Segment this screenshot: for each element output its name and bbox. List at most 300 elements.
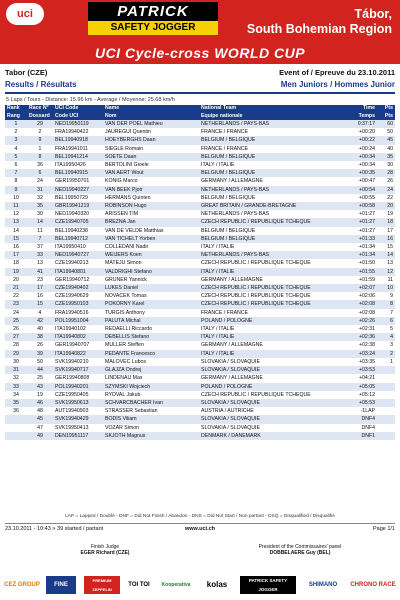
national-team-cell: SLOVAKIA / SLOVAQUIE: [199, 415, 347, 423]
uci-code-cell: NED19940727: [53, 251, 103, 259]
race-number-cell: 33: [27, 251, 53, 259]
rider-name-cell: JAUREGUI Quentin: [105, 129, 151, 136]
rider-name-cell: ROBINSON Hugo: [103, 202, 199, 210]
rider-name-cell: WEIJERS Koen: [103, 251, 199, 259]
national-team-cell: SLOVAKIA / SLOVAQUIE: [199, 366, 347, 374]
col-team: National Team: [199, 105, 347, 113]
rider-name-cell: NOVACEK Tomas: [105, 293, 147, 300]
uci-code-cell: CZE19940629: [55, 293, 89, 300]
site-link[interactable]: www.uci.ch: [184, 526, 216, 532]
rider-name-cell: PEDANTE Francesco: [103, 350, 199, 358]
time-cell: +02:06: [358, 293, 375, 300]
table-row: [5, 325, 395, 333]
uci-code-cell: AUT19940903: [55, 408, 89, 415]
time-cell: +00:54: [347, 186, 377, 194]
table-row: [5, 153, 395, 161]
rank-cell: 20: [13, 276, 19, 283]
table-row: [5, 194, 395, 202]
col-name-fr: Nom: [103, 113, 199, 121]
rank-cell: 4: [14, 145, 18, 152]
national-team-cell: CZECH REPUBLIC / REPUBLIQUE TCHEQUE: [201, 391, 311, 398]
table-row: [5, 415, 395, 423]
points-cell: 10: [377, 284, 395, 292]
uci-code-cell: DEN19951117: [53, 432, 103, 440]
table-row: [5, 251, 395, 259]
national-team-cell: CZECH REPUBLIC / REPUBLIQUE TCHEQUE: [199, 218, 347, 226]
uci-code-cell: BEL19950729: [55, 194, 88, 201]
table-row: [5, 210, 395, 218]
venue-title: [247, 7, 392, 37]
uci-code-cell: GER19940808: [55, 375, 90, 382]
rank-cell: 29: [5, 350, 27, 358]
time-cell: +00:47: [358, 178, 375, 185]
rank-cell: 15: [5, 235, 27, 243]
col-pts: Pts: [377, 105, 395, 113]
judge-name: EGER Richard (CZE): [80, 550, 130, 556]
race-number-cell: 39: [27, 350, 53, 358]
rank-cell: 27: [5, 333, 27, 341]
col-rank: Rank: [5, 105, 27, 113]
table-row: [5, 186, 395, 194]
rider-name-cell: HOEYBERGHS Daan: [103, 136, 199, 144]
sponsor-logo: PREMIUM ZEPPELIN: [84, 576, 120, 594]
race-number-cell: 6: [27, 169, 53, 177]
race-number-cell: 30: [37, 211, 43, 218]
results-table: [5, 105, 395, 440]
col-uci: UCI Code: [53, 105, 103, 113]
table-row: [5, 399, 395, 407]
time-cell: +02:31: [358, 326, 375, 333]
race-number-cell: 50: [37, 358, 43, 365]
national-team-cell: CZECH REPUBLIC / REPUBLIQUE TCHEQUE: [199, 300, 347, 308]
national-team-cell: BELGIUM / BELGIQUE: [201, 194, 256, 201]
table-row: [5, 161, 395, 169]
page-number: Page 1/1: [372, 526, 395, 532]
rank-cell: 17: [5, 251, 27, 259]
race-number-cell: 17: [27, 284, 53, 292]
sponsor-logo: CEZ GROUP: [4, 582, 40, 588]
uci-code-cell: SVK19940717: [53, 366, 103, 374]
rank-cell: [5, 424, 27, 432]
rank-cell: 32: [13, 375, 19, 382]
time-cell: +00:58: [347, 202, 377, 210]
venue-line1: Tábor,: [354, 7, 392, 21]
rider-name-cell: SOETE Daan: [103, 153, 199, 161]
time-cell: +01:27: [358, 211, 375, 218]
table-row: [5, 407, 395, 415]
time-cell: +01:50: [358, 260, 375, 267]
time-cell: +00:20: [358, 129, 375, 136]
table-row: [5, 227, 395, 235]
divider: [5, 92, 395, 94]
table-row: [5, 300, 395, 308]
points-cell: 18: [377, 218, 395, 226]
points-cell: 28: [377, 169, 395, 177]
uci-logo: uci: [6, 3, 44, 25]
rank-cell: 23: [5, 300, 27, 308]
time-cell: +01:55: [347, 268, 377, 276]
time-cell: +03:53: [347, 366, 377, 374]
header-row-fr: [5, 113, 395, 121]
national-team-cell: FRANCE / FRANCE: [201, 309, 248, 316]
rank-cell: 7: [5, 169, 27, 177]
rank-cell: 1: [5, 120, 27, 128]
points-cell: 2: [377, 350, 395, 358]
footer-row: [5, 526, 395, 535]
table-row: [5, 218, 395, 226]
rider-name-cell: BERTOLINI Gioele: [105, 162, 149, 169]
uci-code-cell: ITA19950410: [55, 244, 86, 251]
table-row: [5, 309, 395, 317]
col-race: Race N°: [27, 105, 53, 113]
uci-code-cell: ITA19940102: [55, 326, 86, 333]
national-team-cell: AUSTRIA / AUTRICHE: [201, 408, 254, 415]
rider-name-cell: VAN AERT Wout: [103, 169, 199, 177]
race-number-cell: 31: [27, 186, 53, 194]
national-team-cell: POLAND / POLOGNE: [199, 383, 347, 391]
sponsor-logo: FINE: [46, 576, 76, 594]
points-cell: 50: [387, 129, 393, 136]
national-team-cell: SLOVAKIA / SLOVAQUIE: [201, 358, 260, 365]
national-team-cell: BELGIUM / BELGIQUE: [201, 227, 256, 234]
category-title: Men Juniors / Hommes Junior: [280, 80, 395, 89]
table-row: [5, 292, 395, 300]
time-cell: +00:55: [358, 194, 375, 201]
table-row: [5, 374, 395, 382]
race-number-cell: 23: [37, 276, 43, 283]
race-number-cell: 40: [37, 326, 43, 333]
patrick-sponsor-logo: [88, 2, 218, 38]
event-date: Event of / Epreuve du 23.10.2011: [279, 68, 395, 77]
time-cell: 0:37:17: [347, 120, 377, 128]
uci-code-cell: GBR19941219: [53, 202, 103, 210]
uci-code-cell: CZE19940213: [55, 260, 89, 267]
time-cell: +00:34: [358, 162, 375, 169]
rider-name-cell: BREZNA Jan: [103, 218, 199, 226]
race-number-cell: 8: [27, 153, 53, 161]
sponsor-logo: Kooperativa: [161, 582, 191, 588]
points-cell: 19: [387, 211, 393, 218]
race-number-cell: 26: [37, 342, 43, 349]
points-cell: [377, 432, 395, 440]
col-time-fr: Temps: [347, 113, 377, 121]
race-number-cell: 47: [37, 424, 43, 431]
event-row: [5, 68, 395, 78]
table-row: [5, 120, 395, 128]
points-cell: 17: [387, 227, 393, 234]
table-row: [5, 424, 395, 432]
time-cell: +02:38: [358, 342, 375, 349]
time-cell: +01:34: [358, 244, 375, 251]
points-cell: 20: [377, 202, 395, 210]
rank-cell: 2: [14, 129, 18, 136]
rider-name-cell: REDAELLI Riccardo: [105, 326, 152, 333]
race-number-cell: 9: [27, 136, 53, 144]
race-number-cell: 13: [37, 260, 43, 267]
finish-judge: [40, 544, 170, 556]
national-team-cell: ITALY / ITALIE: [199, 333, 347, 341]
rider-name-cell: LUKES Daniel: [103, 284, 199, 292]
rider-name-cell: BODIS Viliam: [103, 415, 199, 423]
race-number-cell: 29: [27, 120, 53, 128]
uci-code-cell: FRA19941011: [55, 145, 89, 152]
points-cell: [377, 399, 395, 407]
rank-cell: 33: [5, 383, 27, 391]
national-team-cell: ITALY / ITALIE: [199, 268, 347, 276]
uci-code-cell: SVK19940429: [53, 415, 103, 423]
uci-code-cell: ITA19940822: [53, 350, 103, 358]
race-number-cell: 37: [37, 244, 43, 251]
uci-code-cell: CZE19950405: [55, 391, 89, 398]
national-team-cell: BELGIUM / BELGIQUE: [199, 153, 347, 161]
rank-cell: 16: [13, 244, 19, 251]
national-team-cell: SLOVAKIA / SLOVAQUIE: [199, 399, 347, 407]
venue-line2: South Bohemian Region: [246, 22, 392, 36]
rank-cell: 25: [5, 317, 27, 325]
rank-cell: 13: [5, 218, 27, 226]
table-row: [5, 333, 395, 341]
national-team-cell: CZECH REPUBLIC / REPUBLIQUE TCHEQUE: [201, 260, 311, 267]
national-team-cell: GERMANY / ALLEMAGNE: [201, 375, 263, 382]
race-number-cell: 19: [37, 391, 43, 398]
rider-name-cell: TURGIS Anthony: [105, 309, 145, 316]
national-team-cell: GERMANY / ALLEMAGNE: [201, 276, 263, 283]
race-number-cell: 38: [27, 333, 53, 341]
rider-name-cell: POKORNY Karel: [103, 300, 199, 308]
time-cell: +00:24: [358, 145, 375, 152]
race-number-cell: 43: [27, 383, 53, 391]
national-team-cell: ITALY / ITALIE: [201, 162, 235, 169]
time-cell: -1LAP: [360, 408, 375, 415]
time-cell: +00:34: [347, 153, 377, 161]
race-number-cell: 24: [37, 178, 43, 185]
rank-cell: 35: [5, 399, 27, 407]
table-row: [5, 432, 395, 440]
cup-title: UCI Cycle-cross WORLD CUP: [94, 45, 306, 61]
race-number-cell: 45: [27, 415, 53, 423]
uci-code-cell: SVK19950613: [53, 399, 103, 407]
national-team-cell: GERMANY / ALLEMAGNE: [201, 342, 263, 349]
rank-cell: 36: [13, 408, 19, 415]
president-name: DOBBELAERE Guy (BEL): [269, 550, 331, 556]
time-cell: +02:26: [347, 317, 377, 325]
time-cell: +03:24: [347, 350, 377, 358]
time-cell: DNF4: [347, 415, 377, 423]
rank-cell: 30: [13, 358, 19, 365]
points-cell: 45: [377, 136, 395, 144]
sponsor-logo: CHRONO RACE: [350, 582, 396, 588]
rank-cell: 3: [5, 136, 27, 144]
uci-code-cell: CZE19940705: [53, 218, 103, 226]
commissaire-president: [235, 544, 365, 556]
national-team-cell: NETHERLANDS / PAYS-BAS: [201, 211, 270, 218]
rank-cell: 14: [13, 227, 19, 234]
uci-code-cell: CZE19940402: [53, 284, 103, 292]
points-cell: 24: [377, 186, 395, 194]
rider-name-cell: DEBELLIS Stefano: [103, 333, 199, 341]
table-row: [5, 235, 395, 243]
col-uci-fr: Code UCI: [53, 113, 103, 121]
rank-cell: 18: [13, 260, 19, 267]
race-number-cell: 32: [37, 194, 43, 201]
national-team-cell: ITALY / ITALIE: [199, 350, 347, 358]
table-row: [5, 177, 395, 185]
uci-code-cell: SVK19940210: [55, 358, 89, 365]
time-cell: +02:36: [347, 333, 377, 341]
table-row: [5, 350, 395, 358]
col-team-fr: Equipe nationale: [199, 113, 347, 121]
points-cell: 12: [377, 268, 395, 276]
table-row: [5, 259, 395, 267]
points-cell: [377, 415, 395, 423]
rider-name-cell: SIEGLE Romain: [105, 145, 144, 152]
points-cell: 4: [377, 333, 395, 341]
uci-code-cell: BEL19940918: [53, 136, 103, 144]
national-team-cell: NETHERLANDS / PAYS-BAS: [199, 251, 347, 259]
sponsor-logo: TOI TOI: [128, 582, 150, 588]
rank-cell: 31: [5, 366, 27, 374]
national-team-cell: BELGIUM / BELGIQUE: [199, 235, 347, 243]
rider-name-cell: GRUNER Yannick: [105, 276, 147, 283]
points-cell: [377, 366, 395, 374]
uci-code-cell: NED19940227: [53, 186, 103, 194]
time-cell: DNF1: [347, 432, 377, 440]
points-cell: 11: [387, 276, 393, 283]
president-title: President of the Commissaires' panel: [258, 544, 342, 550]
uci-code-cell: BEL19941214: [53, 153, 103, 161]
uci-code-cell: BEL19940712: [53, 235, 103, 243]
col-name: Name: [103, 105, 199, 113]
rider-name-cell: RYDVAL Jakub: [105, 391, 141, 398]
race-number-cell: 48: [37, 408, 43, 415]
time-cell: +00:22: [347, 136, 377, 144]
points-cell: [377, 424, 395, 432]
rider-name-cell: COLLEDANI Nadir: [105, 244, 149, 251]
header-banner: [0, 0, 400, 64]
rank-cell: 6: [14, 162, 18, 169]
table-row: [5, 383, 395, 391]
race-number-cell: 15: [27, 300, 53, 308]
race-number-cell: 25: [37, 375, 43, 382]
national-team-cell: FRANCE / FRANCE: [201, 129, 248, 136]
national-team-cell: BELGIUM / BELGIQUE: [199, 169, 347, 177]
time-cell: +02:08: [347, 300, 377, 308]
rank-cell: 8: [14, 178, 18, 185]
rider-name-cell: MULLER Steffen: [105, 342, 144, 349]
time-cell: +03:35: [358, 358, 375, 365]
points-cell: [377, 374, 395, 382]
table-row: [5, 366, 395, 374]
uci-code-cell: GER19940707: [55, 342, 90, 349]
table-row: [5, 145, 395, 153]
rider-name-cell: VAN DE VELDE Matthias: [105, 227, 164, 234]
national-team-cell: SLOVAKIA / SLOVAQUIE: [201, 424, 260, 431]
table-row: [5, 317, 395, 325]
rider-name-cell: SZYMSKI Wojciech: [103, 383, 199, 391]
rider-name-cell: LINDENAU Max: [105, 375, 143, 382]
points-cell: 13: [387, 260, 393, 267]
judge-title: Finish Judge: [90, 544, 120, 550]
uci-code-cell: POL19940201: [53, 383, 103, 391]
table-row: [5, 169, 395, 177]
rank-cell: 5: [5, 153, 27, 161]
table-row: [5, 243, 395, 251]
points-cell: 26: [387, 178, 393, 185]
rider-name-cell: SKJOTH Magnus: [103, 432, 199, 440]
points-cell: 9: [390, 293, 393, 300]
time-cell: +04:21: [358, 375, 375, 382]
rider-name-cell: MATEJU Simon: [105, 260, 142, 267]
uci-code-cell: FRA19940422: [55, 129, 89, 136]
points-cell: 40: [387, 145, 393, 152]
race-number-cell: 1: [38, 145, 42, 152]
time-cell: +01:33: [347, 235, 377, 243]
uci-code-cell: BEL19940238: [55, 227, 88, 234]
sponsor-logos: [0, 572, 400, 598]
time-cell: +05:05: [347, 383, 377, 391]
results-body: [5, 120, 395, 440]
col-race-fr: Dossard: [27, 113, 53, 121]
national-team-cell: DENMARK / DANEMARK: [199, 432, 347, 440]
rank-cell: 21: [5, 284, 27, 292]
time-cell: +02:07: [347, 284, 377, 292]
rank-cell: 28: [13, 342, 19, 349]
uci-code-cell: NED19940320: [55, 211, 90, 218]
sponsor-logo: PATRICK SAFETY JOGGER: [240, 576, 296, 594]
uci-code-cell: CZE19950103: [53, 300, 103, 308]
sponsor-logo: SHIMANO: [308, 582, 338, 588]
national-team-cell: CZECH REPUBLIC / REPUBLIQUE TCHEQUE: [201, 293, 311, 300]
points-cell: [377, 383, 395, 391]
race-number-cell: 11: [37, 227, 43, 234]
uci-code-cell: NED19950119: [53, 120, 103, 128]
col-pts-fr: Pts: [377, 113, 395, 121]
uci-code-cell: GER19940712: [55, 276, 90, 283]
race-number-cell: 41: [27, 268, 53, 276]
rider-name-cell: VAN DER POEL Mathieu: [103, 120, 199, 128]
legend: LAP = Lapped / Doublé - DNF = Did Not Finish / Abandon - DNS = Did Not Start / Non partant - DSQ = Disqualified / Disqualifié: [65, 514, 335, 519]
rider-name-cell: HERMANS Quinten: [105, 194, 151, 201]
race-number-cell: 35: [27, 202, 53, 210]
time-cell: +02:08: [358, 309, 375, 316]
uci-code-cell: ITA19940801: [53, 268, 103, 276]
national-team-cell: NETHERLANDS / PAYS-BAS: [199, 186, 347, 194]
points-cell: 6: [377, 317, 395, 325]
race-number-cell: 49: [27, 432, 53, 440]
uci-code-cell: POL19951004: [53, 317, 103, 325]
race-number-cell: 46: [27, 399, 53, 407]
rank-cell: [5, 415, 27, 423]
points-cell: 3: [390, 342, 393, 349]
race-number-cell: 7: [27, 235, 53, 243]
table-row: [5, 391, 395, 399]
uci-code-cell: ITA19950426: [55, 162, 86, 169]
time-cell: +01:59: [358, 276, 375, 283]
rider-name-cell: PALUTA Michal: [103, 317, 199, 325]
uci-code-cell: FRA19940516: [55, 309, 89, 316]
time-cell: +01:27: [358, 227, 375, 234]
time-cell: +01:27: [347, 218, 377, 226]
col-rank-fr: Rang: [5, 113, 27, 121]
rider-name-cell: ARISSEN TIM: [105, 211, 139, 218]
rider-name-cell: SCHVARCBACHER Ivan: [103, 399, 199, 407]
national-team-cell: ITALY / ITALIE: [201, 326, 235, 333]
time-cell: +01:34: [347, 251, 377, 259]
laps-note: 5 Laps / Tours - Distance: 15.96 km - Average / Moyenne: 25.68 km/h: [6, 97, 175, 103]
points-cell: 35: [377, 153, 395, 161]
table-row: [5, 341, 395, 349]
rider-name-cell: MALOVEC Lubos: [105, 358, 146, 365]
